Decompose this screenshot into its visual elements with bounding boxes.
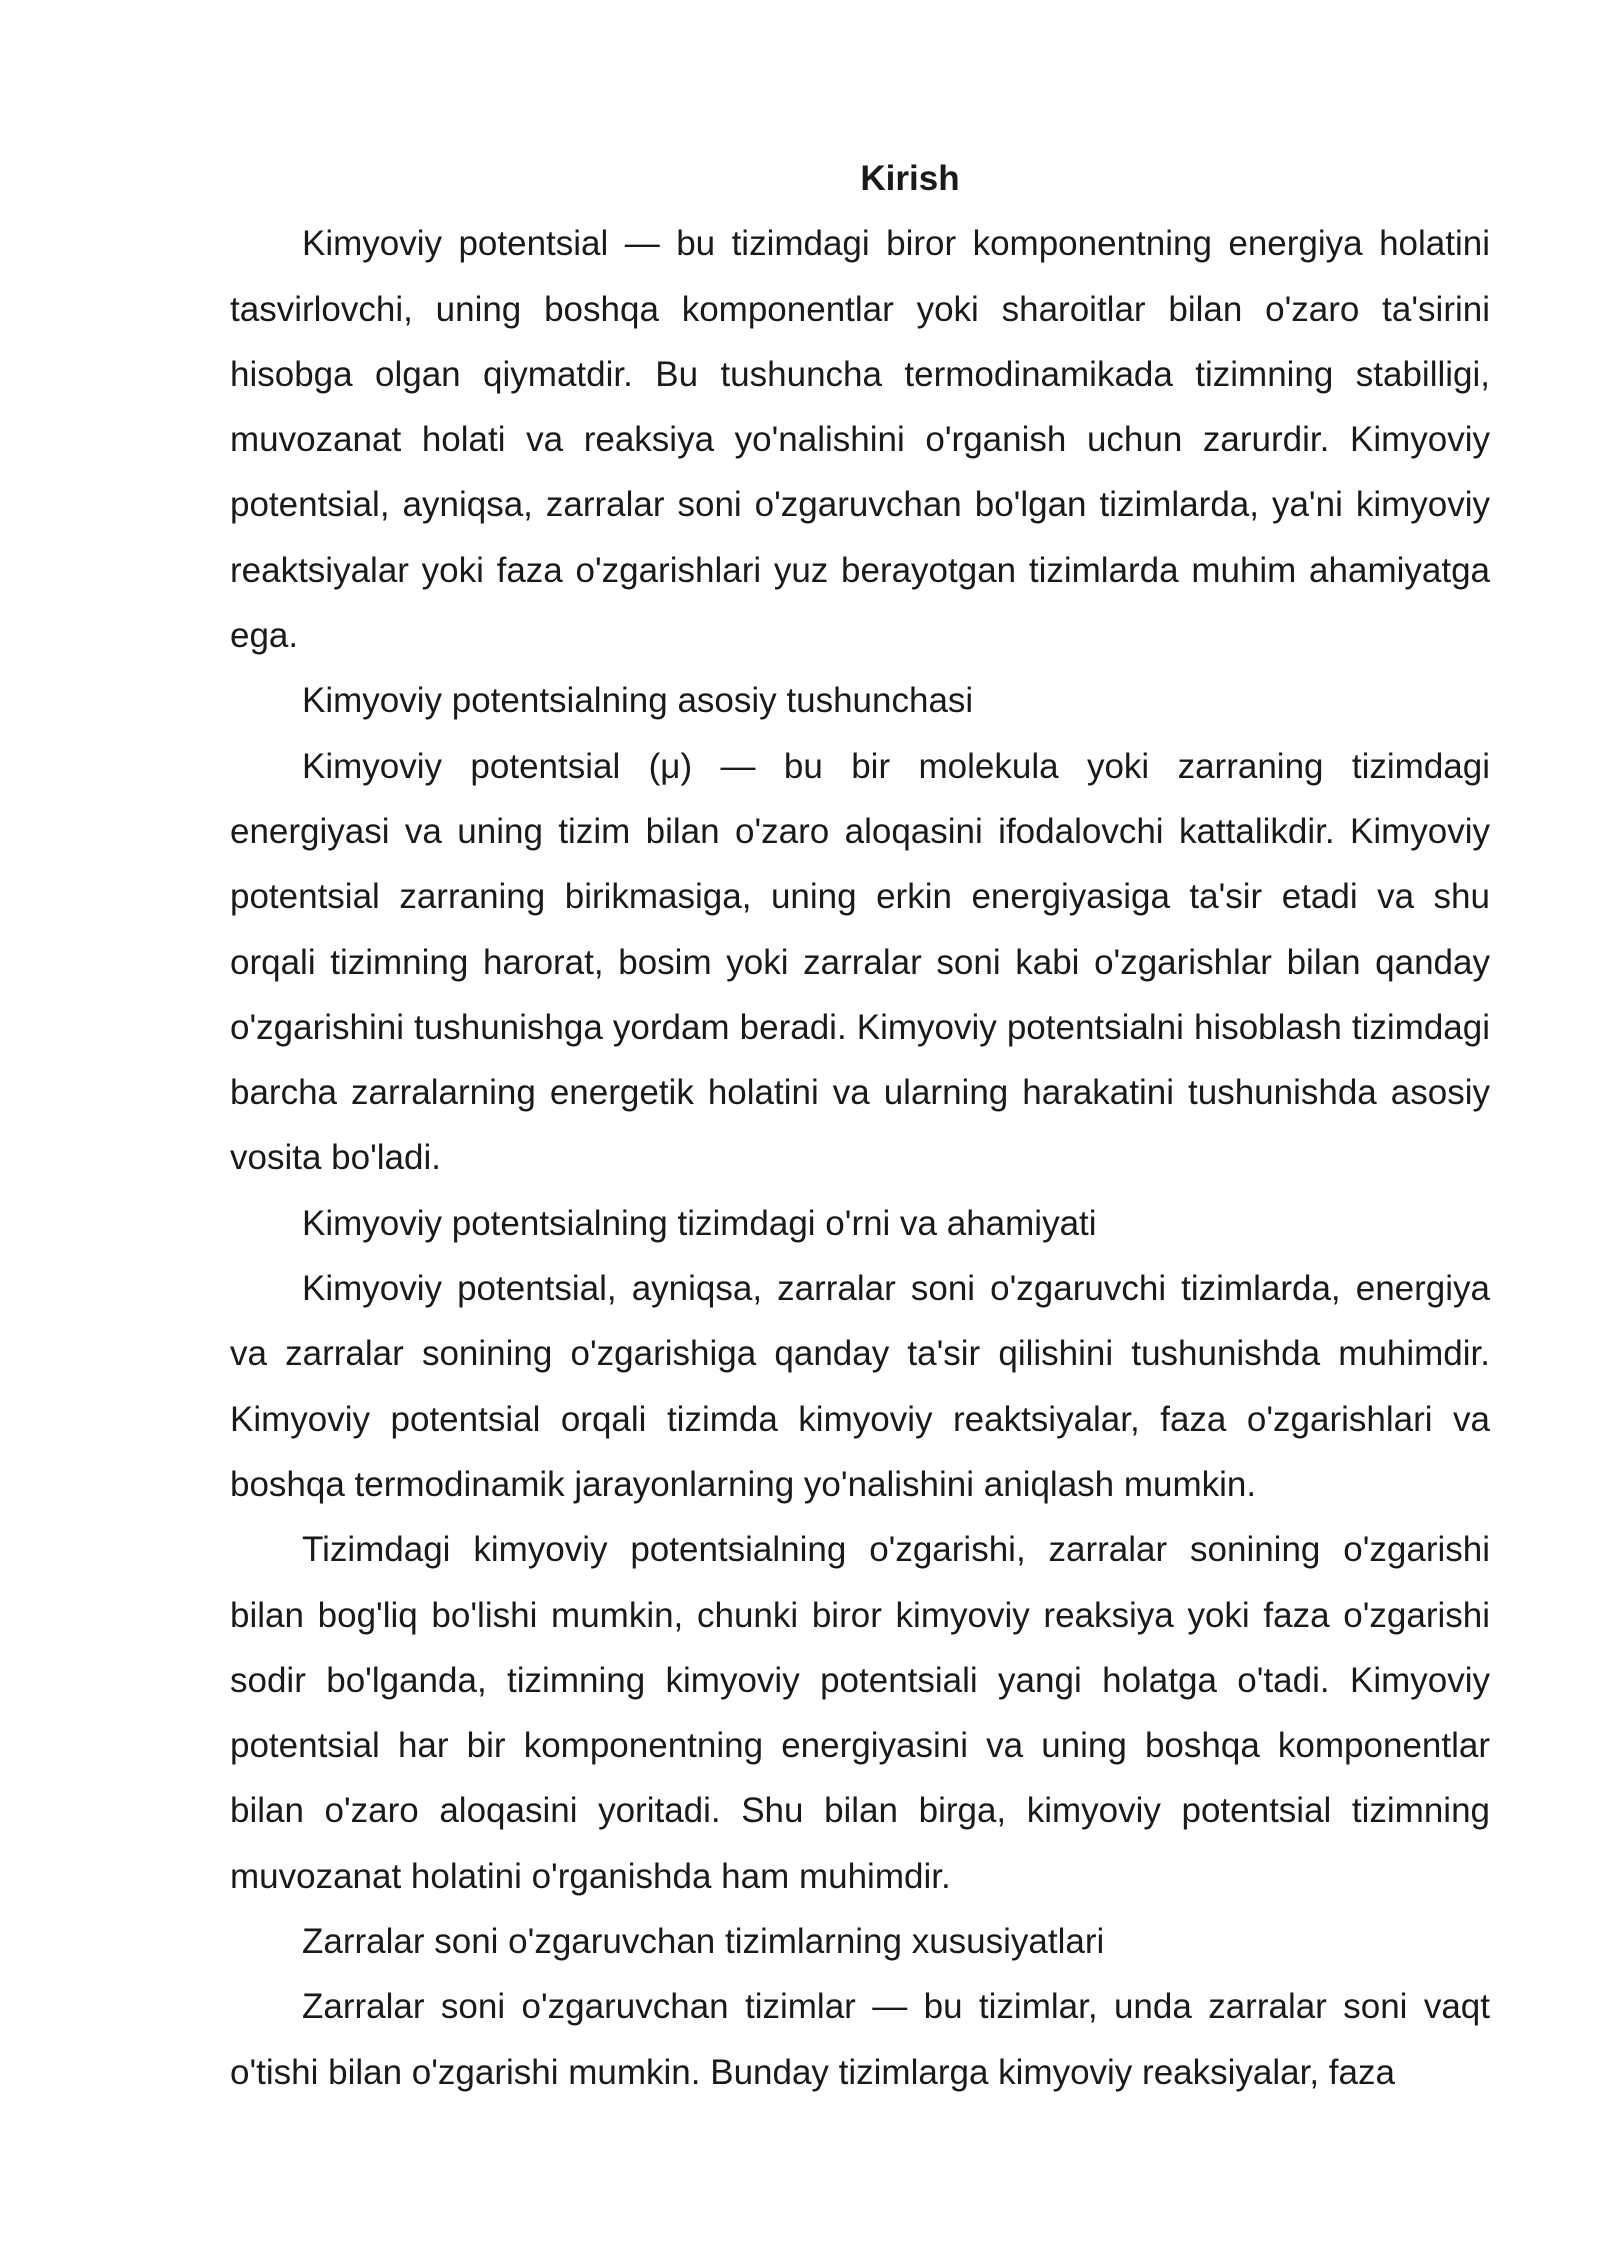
section-heading-role-importance: Kimyoviy potentsialning tizimdagi o'rni va ahamiyati [302, 1203, 1097, 1243]
paragraph-role-importance-1: Kimyoviy potentsial, ayniqsa, zarralar soni o'zgaruvchi tizimlarda, energiya va zarralar sonining o'zgarishiga qanday ta'sir qilishini tushunishda muhimdir. Kimyoviy potentsial orqali tizimda kimyoviy reaktsiyalar, faza o'zgarishlari va boshqa termodinamik jarayonlarning yo'nalishini aniqlash mumkin. [230, 1269, 1490, 1504]
paragraph-intro: Kimyoviy potentsial — bu tizimdagi biror komponentning energiya holatini tasvirlovchi, uning boshqa komponentlar yoki sharoitlar bilan o'zaro ta'sirini hisobga olgan qiymatdir. Bu tushuncha termodinamikada tizimning stabilligi, muvozanat holati va reaksiya yo'nalishini o'rganish uchun zarurdir. Kimyoviy potentsial, ayniqsa, zarralar soni o'zgaruvchan bo'lgan tizimlarda, ya'ni kimyoviy reaktsiyalar yoki faza o'zgarishlari yuz berayotgan tizimlarda muhim ahamiyatga ega. [230, 224, 1490, 656]
section-heading-basic-concept: Kimyoviy potentsialning asosiy tushunchasi [302, 681, 974, 721]
section-heading-variable-systems: Zarralar soni o'zgaruvchan tizimlarning xususiyatlari [302, 1922, 1105, 1962]
document-body [230, 146, 1490, 2105]
paragraph-basic-concept: Kimyoviy potentsial (μ) — bu bir molekula yoki zarraning tizimdagi energiyasi va uning tizim bilan o'zaro aloqasini ifodalovchi kattalikdir. Kimyoviy potentsial zarraning birikmasiga, uning erkin energiyasiga ta'sir etadi va shu orqali tizimning harorat, bosim yoki zarralar soni kabi o'zgarishlar bilan qanday o'zgarishini tushunishga yordam beradi. Kimyoviy potentsialni hisoblash tizimdagi barcha zarralarning energetik holatini va ularning harakatini tushunishda asosiy vosita bo'ladi. [230, 746, 1490, 1178]
page-title: Kirish [860, 159, 960, 198]
paragraph-role-importance-2: Tizimdagi kimyoviy potentsialning o'zgarishi, zarralar sonining o'zgarishi bilan bog'liq bo'lishi mumkin, chunki biror kimyoviy reaksiya yoki faza o'zgarishi sodir bo'lganda, tizimning kimyoviy potentsiali yangi holatga o'tadi. Kimyoviy potentsial har bir komponentning energiyasini va uning boshqa komponentlar bilan o'zaro aloqasini yoritadi. Shu bilan birga, kimyoviy potentsial tizimning muvozanat holatini o'rganishda ham muhimdir. [230, 1530, 1490, 1896]
paragraph-variable-systems: Zarralar soni o'zgaruvchan tizimlar — bu tizimlar, unda zarralar soni vaqt o'tishi bilan o'zgarishi mumkin. Bunday tizimlarga kimyoviy reaksiyalar, faza [230, 1987, 1490, 2092]
